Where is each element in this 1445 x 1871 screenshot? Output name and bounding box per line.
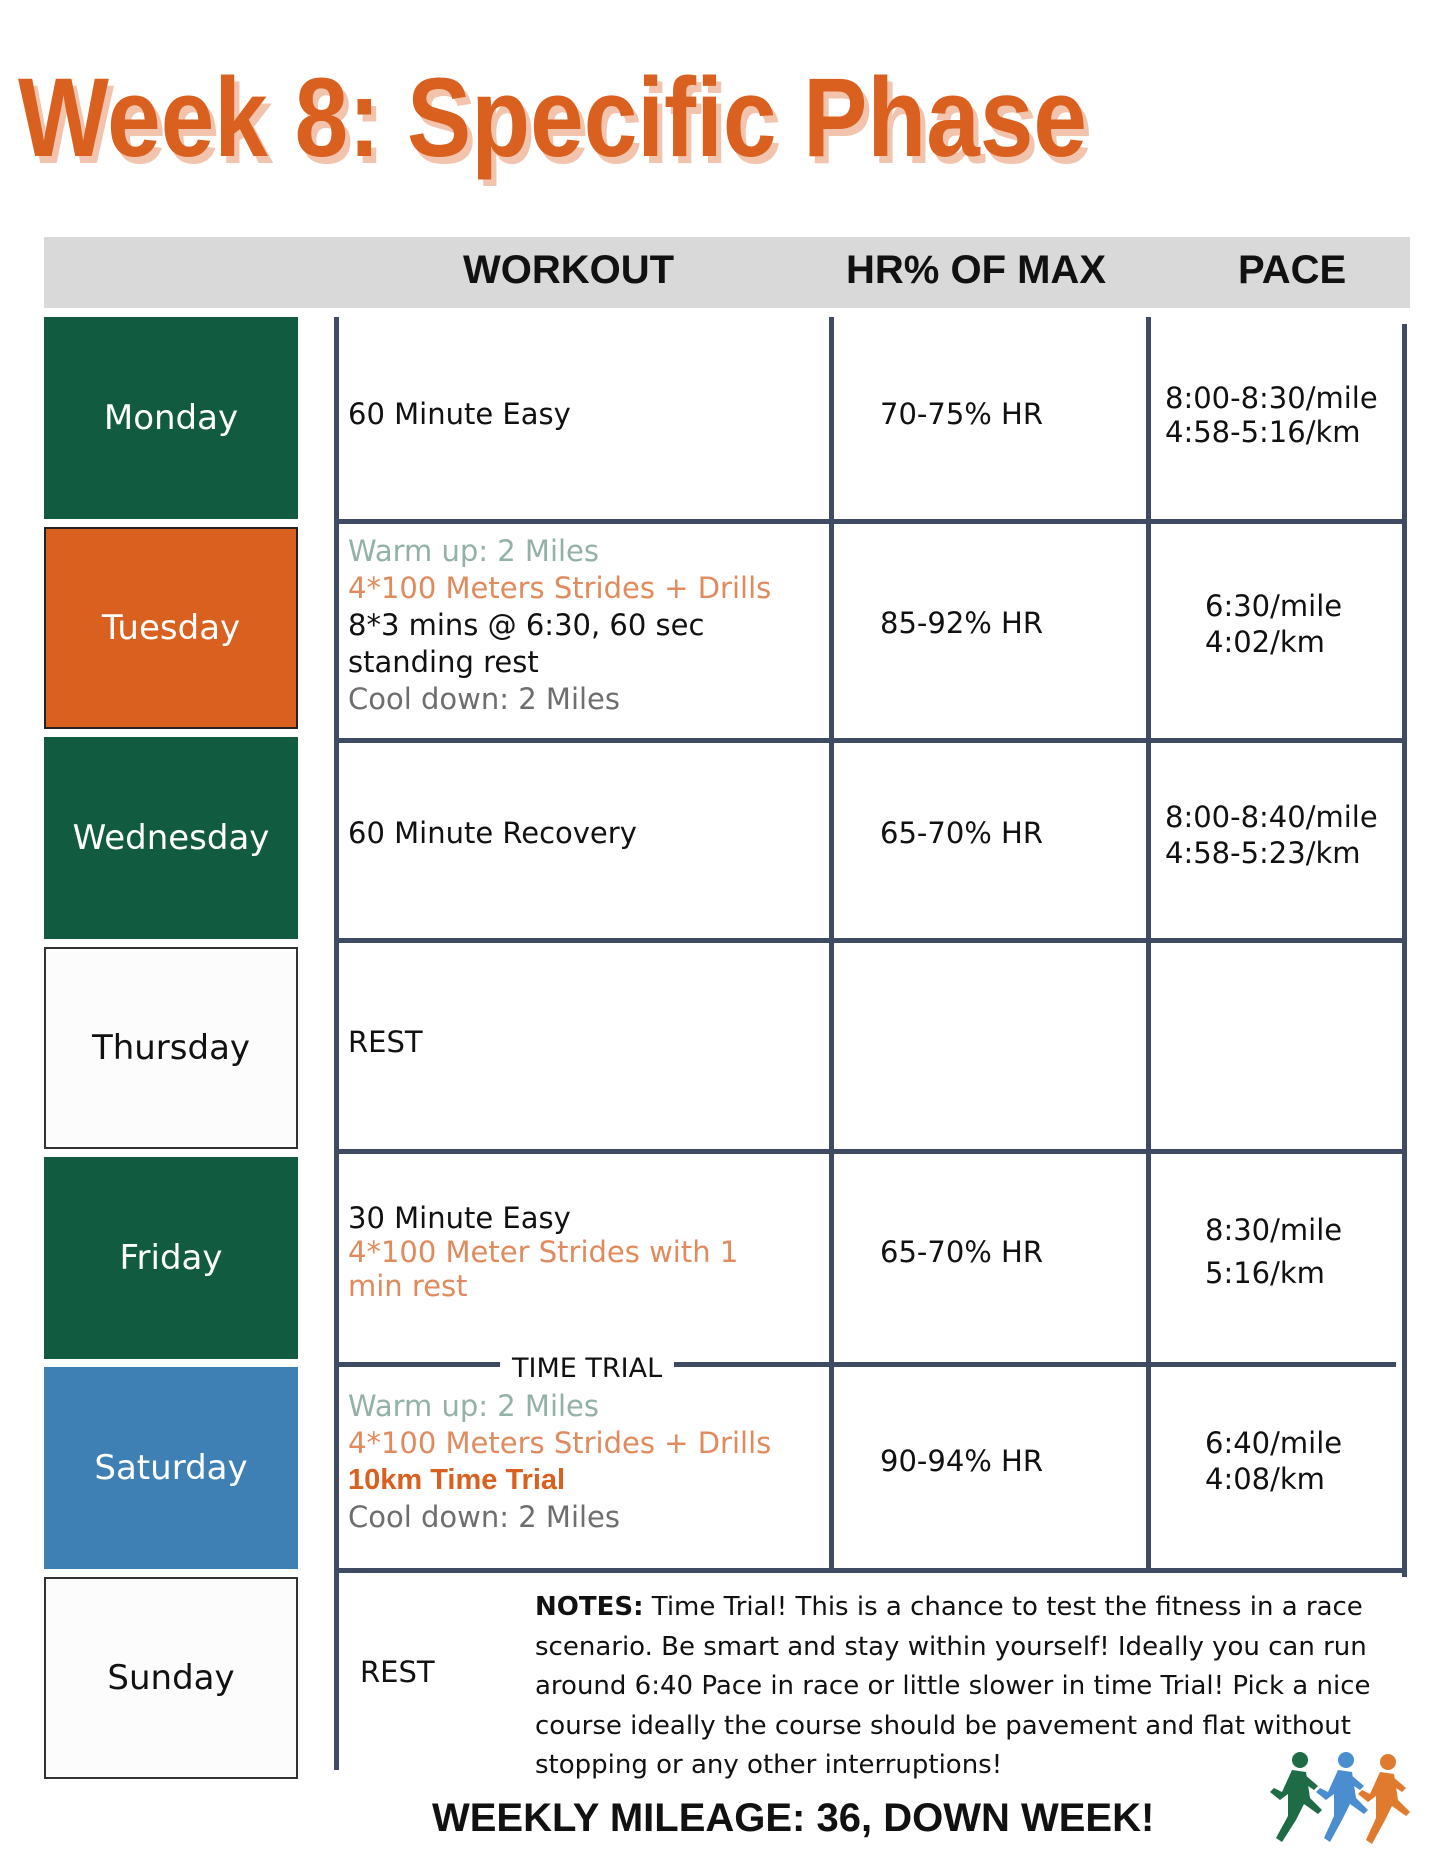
wednesday-pace-mile: 8:00-8:40/mile [1165, 800, 1378, 834]
tuesday-pace-mile: 6:30/mile [1205, 589, 1343, 623]
row-divider [334, 519, 1402, 524]
day-wednesday: Wednesday [44, 737, 298, 939]
saturday-warmup: Warm up: 2 Miles [348, 1389, 600, 1423]
monday-hr: 70-75% HR [880, 397, 1043, 431]
saturday-pace-mile: 6:40/mile [1205, 1426, 1343, 1460]
sunday-workout: REST [360, 1655, 435, 1689]
wednesday-hr: 65-70% HR [880, 816, 1043, 850]
day-sunday: Sunday [44, 1577, 298, 1779]
tuesday-main-set: 8*3 mins @ 6:30, 60 sec [348, 608, 705, 642]
day-monday: Monday [44, 317, 298, 519]
friday-pace-mile: 8:30/mile [1205, 1213, 1343, 1247]
tuesday-main-set-rest: standing rest [348, 645, 539, 679]
saturday-hr: 90-94% HR [880, 1444, 1043, 1478]
weekly-mileage: WEEKLY MILEAGE: 36, DOWN WEEK! [432, 1796, 1155, 1840]
grid-line-right [1402, 324, 1407, 1577]
tuesday-hr: 85-92% HR [880, 606, 1043, 640]
row-divider [334, 1149, 1402, 1154]
grid-line-hr-pace [1146, 317, 1151, 1570]
day-thursday: Thursday [44, 947, 298, 1149]
row-divider [334, 938, 1402, 943]
wednesday-pace-km: 4:58-5:23/km [1165, 836, 1361, 870]
notes-label: NOTES: [535, 1592, 644, 1622]
notes-text: Time Trial! This is a chance to test the fitness in a race scenario. Be smart and stay within yourself! Ideally you can run around 6:40 Pace in race or little slower in time Trial! Pick a nice course ideally the course should be pavement and flat without stopping or any other interruptions! [535, 1592, 1371, 1780]
day-friday: Friday [44, 1157, 298, 1359]
thursday-workout: REST [348, 1025, 423, 1059]
time-trial-label: TIME TRIAL [500, 1353, 674, 1384]
saturday-cooldown: Cool down: 2 Miles [348, 1500, 621, 1534]
row-divider [334, 1568, 1407, 1573]
friday-pace-km: 5:16/km [1205, 1256, 1325, 1290]
tuesday-strides: 4*100 Meters Strides + Drills [348, 571, 772, 605]
friday-workout-easy: 30 Minute Easy [348, 1201, 571, 1235]
grid-line-left [334, 317, 339, 1770]
friday-hr: 65-70% HR [880, 1235, 1043, 1269]
time-trial-divider [334, 1362, 1396, 1367]
row-divider [334, 738, 1402, 743]
day-tuesday: Tuesday [44, 527, 298, 729]
saturday-pace-km: 4:08/km [1205, 1462, 1325, 1496]
day-saturday: Saturday [44, 1367, 298, 1569]
workout-column-header: WORKOUT [463, 248, 675, 292]
monday-workout: 60 Minute Easy [348, 397, 571, 431]
tuesday-warmup: Warm up: 2 Miles [348, 534, 600, 568]
friday-strides-rest: min rest [348, 1269, 468, 1303]
tuesday-cooldown: Cool down: 2 Miles [348, 682, 621, 716]
wednesday-workout: 60 Minute Recovery [348, 816, 637, 850]
monday-pace-mile: 8:00-8:30/mile [1165, 381, 1378, 415]
hr-column-header: HR% OF MAX [846, 248, 1106, 292]
monday-pace-km: 4:58-5:16/km [1165, 415, 1361, 449]
runners-icon [1252, 1748, 1412, 1856]
tuesday-pace-km: 4:02/km [1205, 625, 1325, 659]
pace-column-header: PACE [1238, 248, 1347, 292]
grid-line-workout-hr [829, 317, 834, 1570]
page-title: Week 8: Specific Phase [18, 55, 1087, 180]
table-header-bar [44, 237, 1410, 308]
saturday-time-trial: 10km Time Trial [348, 1464, 566, 1496]
saturday-strides: 4*100 Meters Strides + Drills [348, 1426, 772, 1460]
friday-strides: 4*100 Meter Strides with 1 [348, 1235, 739, 1269]
